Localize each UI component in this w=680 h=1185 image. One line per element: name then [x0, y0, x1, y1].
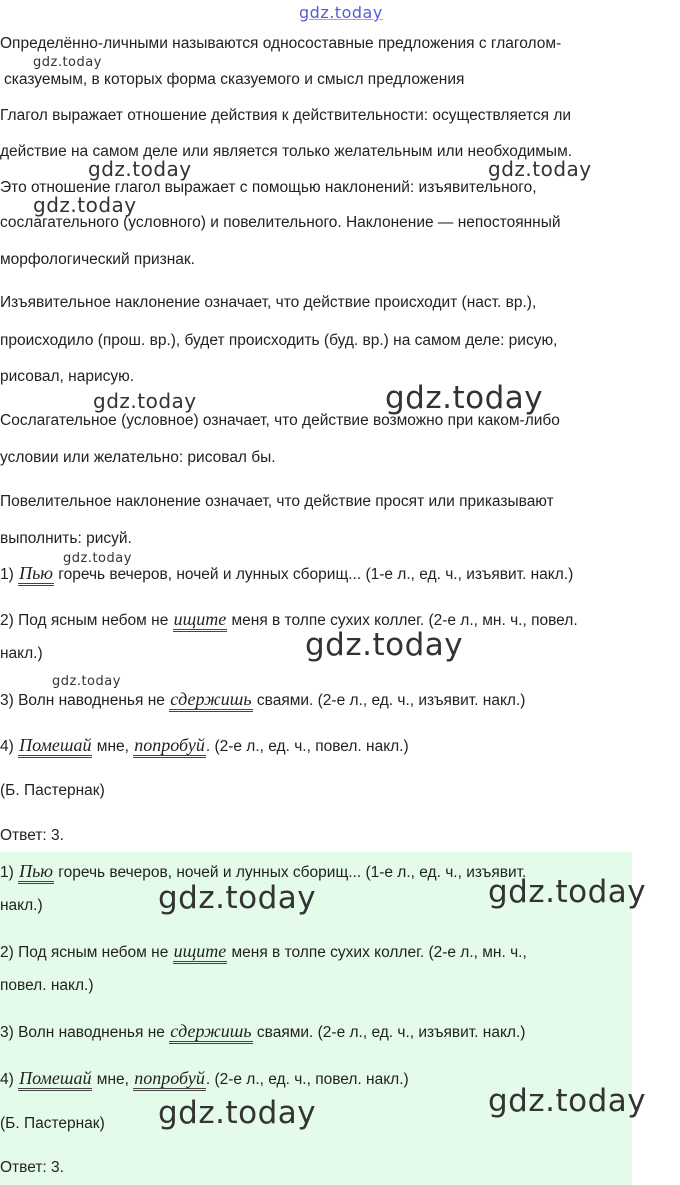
item-text: мне, — [92, 1071, 134, 1088]
example-item-2 — [0, 609, 578, 631]
answer-line: Ответ: 3. — [0, 827, 64, 844]
watermark: gdz.today — [488, 874, 647, 910]
item-text: горечь вечеров, ночей и лунных сборищ... (1-е л., ед. ч., изъявит. — [53, 864, 527, 881]
theory-line: действие на самом деле или является только желательным или необходимым. — [0, 143, 573, 160]
item-text: мне, — [92, 738, 134, 755]
verb-highlight: Помешай — [18, 1068, 92, 1091]
watermark: gdz.today — [488, 157, 592, 181]
watermark: gdz.today — [158, 880, 317, 916]
theory-line: морфологический признак. — [0, 251, 195, 268]
answer-author: (Б. Пастернак) — [0, 1115, 105, 1132]
verb-highlight: ищите — [173, 609, 228, 632]
example-item-1 — [0, 563, 573, 585]
item-text: меня в толпе сухих коллег. (2-е л., мн. ч., — [227, 944, 527, 961]
theory-line: условии или желательно: рисовал бы. — [0, 449, 276, 466]
watermark: gdz.today — [93, 389, 197, 413]
answer-item-4 — [0, 1068, 409, 1090]
answer-final: Ответ: 3. — [0, 1159, 64, 1176]
theory-line: Определённо-личными называются односоставные предложения с глаголом- — [0, 35, 562, 52]
watermark: gdz.today — [305, 627, 464, 663]
item-text: 2) Под ясным небом не — [0, 944, 173, 961]
theory-line: Изъявительное наклонение означает, что действие происходит (наст. вр.), — [0, 294, 537, 311]
watermark: gdz.today — [33, 193, 137, 217]
example-item-3 — [0, 689, 525, 711]
theory-line: Сослагательное (условное) означает, что действие возможно при каком-либо — [0, 412, 560, 429]
item-number: 1) — [0, 864, 19, 881]
watermark: gdz.today — [63, 551, 132, 566]
theory-line: сослагательного (условного) и повелительного. Наклонение — непостоянный — [0, 214, 561, 231]
verb-highlight: сдержишь — [169, 689, 252, 712]
item-text: . (2-е л., ед. ч., повел. накл.) — [205, 1071, 409, 1088]
watermark: gdz.today — [52, 674, 121, 689]
watermark: gdz.today — [33, 55, 102, 70]
item-number: 4) — [0, 1071, 19, 1088]
verb-highlight: попробуй — [133, 735, 206, 758]
item-number: 4) — [0, 738, 19, 755]
watermark: gdz.today — [158, 1095, 317, 1131]
item-text: сваями. (2-е л., ед. ч., изъявит. накл.) — [252, 1024, 526, 1041]
author-attribution: (Б. Пастернак) — [0, 782, 105, 799]
theory-line: происходило (прош. вр.), будет происходить (буд. вр.) на самом деле: рисую, — [0, 332, 558, 349]
example-item-4 — [0, 735, 409, 757]
theory-line: Глагол выражает отношение действия к действительности: осуществляется ли — [0, 107, 572, 124]
watermark: gdz.today — [488, 1083, 647, 1119]
answer-item-1-cont: накл.) — [0, 897, 43, 914]
watermark: gdz.today — [385, 380, 544, 416]
item-text: сваями. (2-е л., ед. ч., изъявит. накл.) — [252, 692, 526, 709]
item-text: . (2-е л., ед. ч., повел. накл.) — [205, 738, 409, 755]
theory-line: Это отношение глагол выражает с помощью наклонений: изъявительного, — [0, 179, 537, 196]
verb-highlight: Пью — [18, 861, 54, 884]
theory-line: выполнить: рисуй. — [0, 530, 132, 547]
example-item-2-cont: накл.) — [0, 645, 43, 662]
item-text: 2) Под ясным небом не — [0, 612, 173, 629]
answer-item-2-cont: повел. накл.) — [0, 977, 94, 994]
verb-highlight: Пью — [18, 563, 54, 586]
answer-item-3 — [0, 1021, 525, 1043]
item-number: 1) — [0, 566, 19, 583]
watermark-top: gdz.today — [299, 3, 383, 22]
answer-item-2 — [0, 941, 527, 963]
theory-line: рисовал, нарисую. — [0, 368, 135, 385]
theory-line: сказуемым, в которых форма сказуемого и смысл предложения — [4, 71, 465, 88]
item-text: горечь вечеров, ночей и лунных сборищ... (1-е л., ед. ч., изъявит. накл.) — [53, 566, 574, 583]
theory-line: Повелительное наклонение означает, что действие просят или приказывают — [0, 493, 554, 510]
verb-highlight: ищите — [173, 941, 228, 964]
verb-highlight: Помешай — [18, 735, 92, 758]
verb-highlight: сдержишь — [169, 1021, 252, 1044]
item-text: меня в толпе сухих коллег. (2-е л., мн. ч., повел. — [227, 612, 578, 629]
watermark: gdz.today — [88, 157, 192, 181]
item-text: 3) Волн наводненья не — [0, 692, 170, 709]
verb-highlight: попробуй — [133, 1068, 206, 1091]
item-text: 3) Волн наводненья не — [0, 1024, 170, 1041]
